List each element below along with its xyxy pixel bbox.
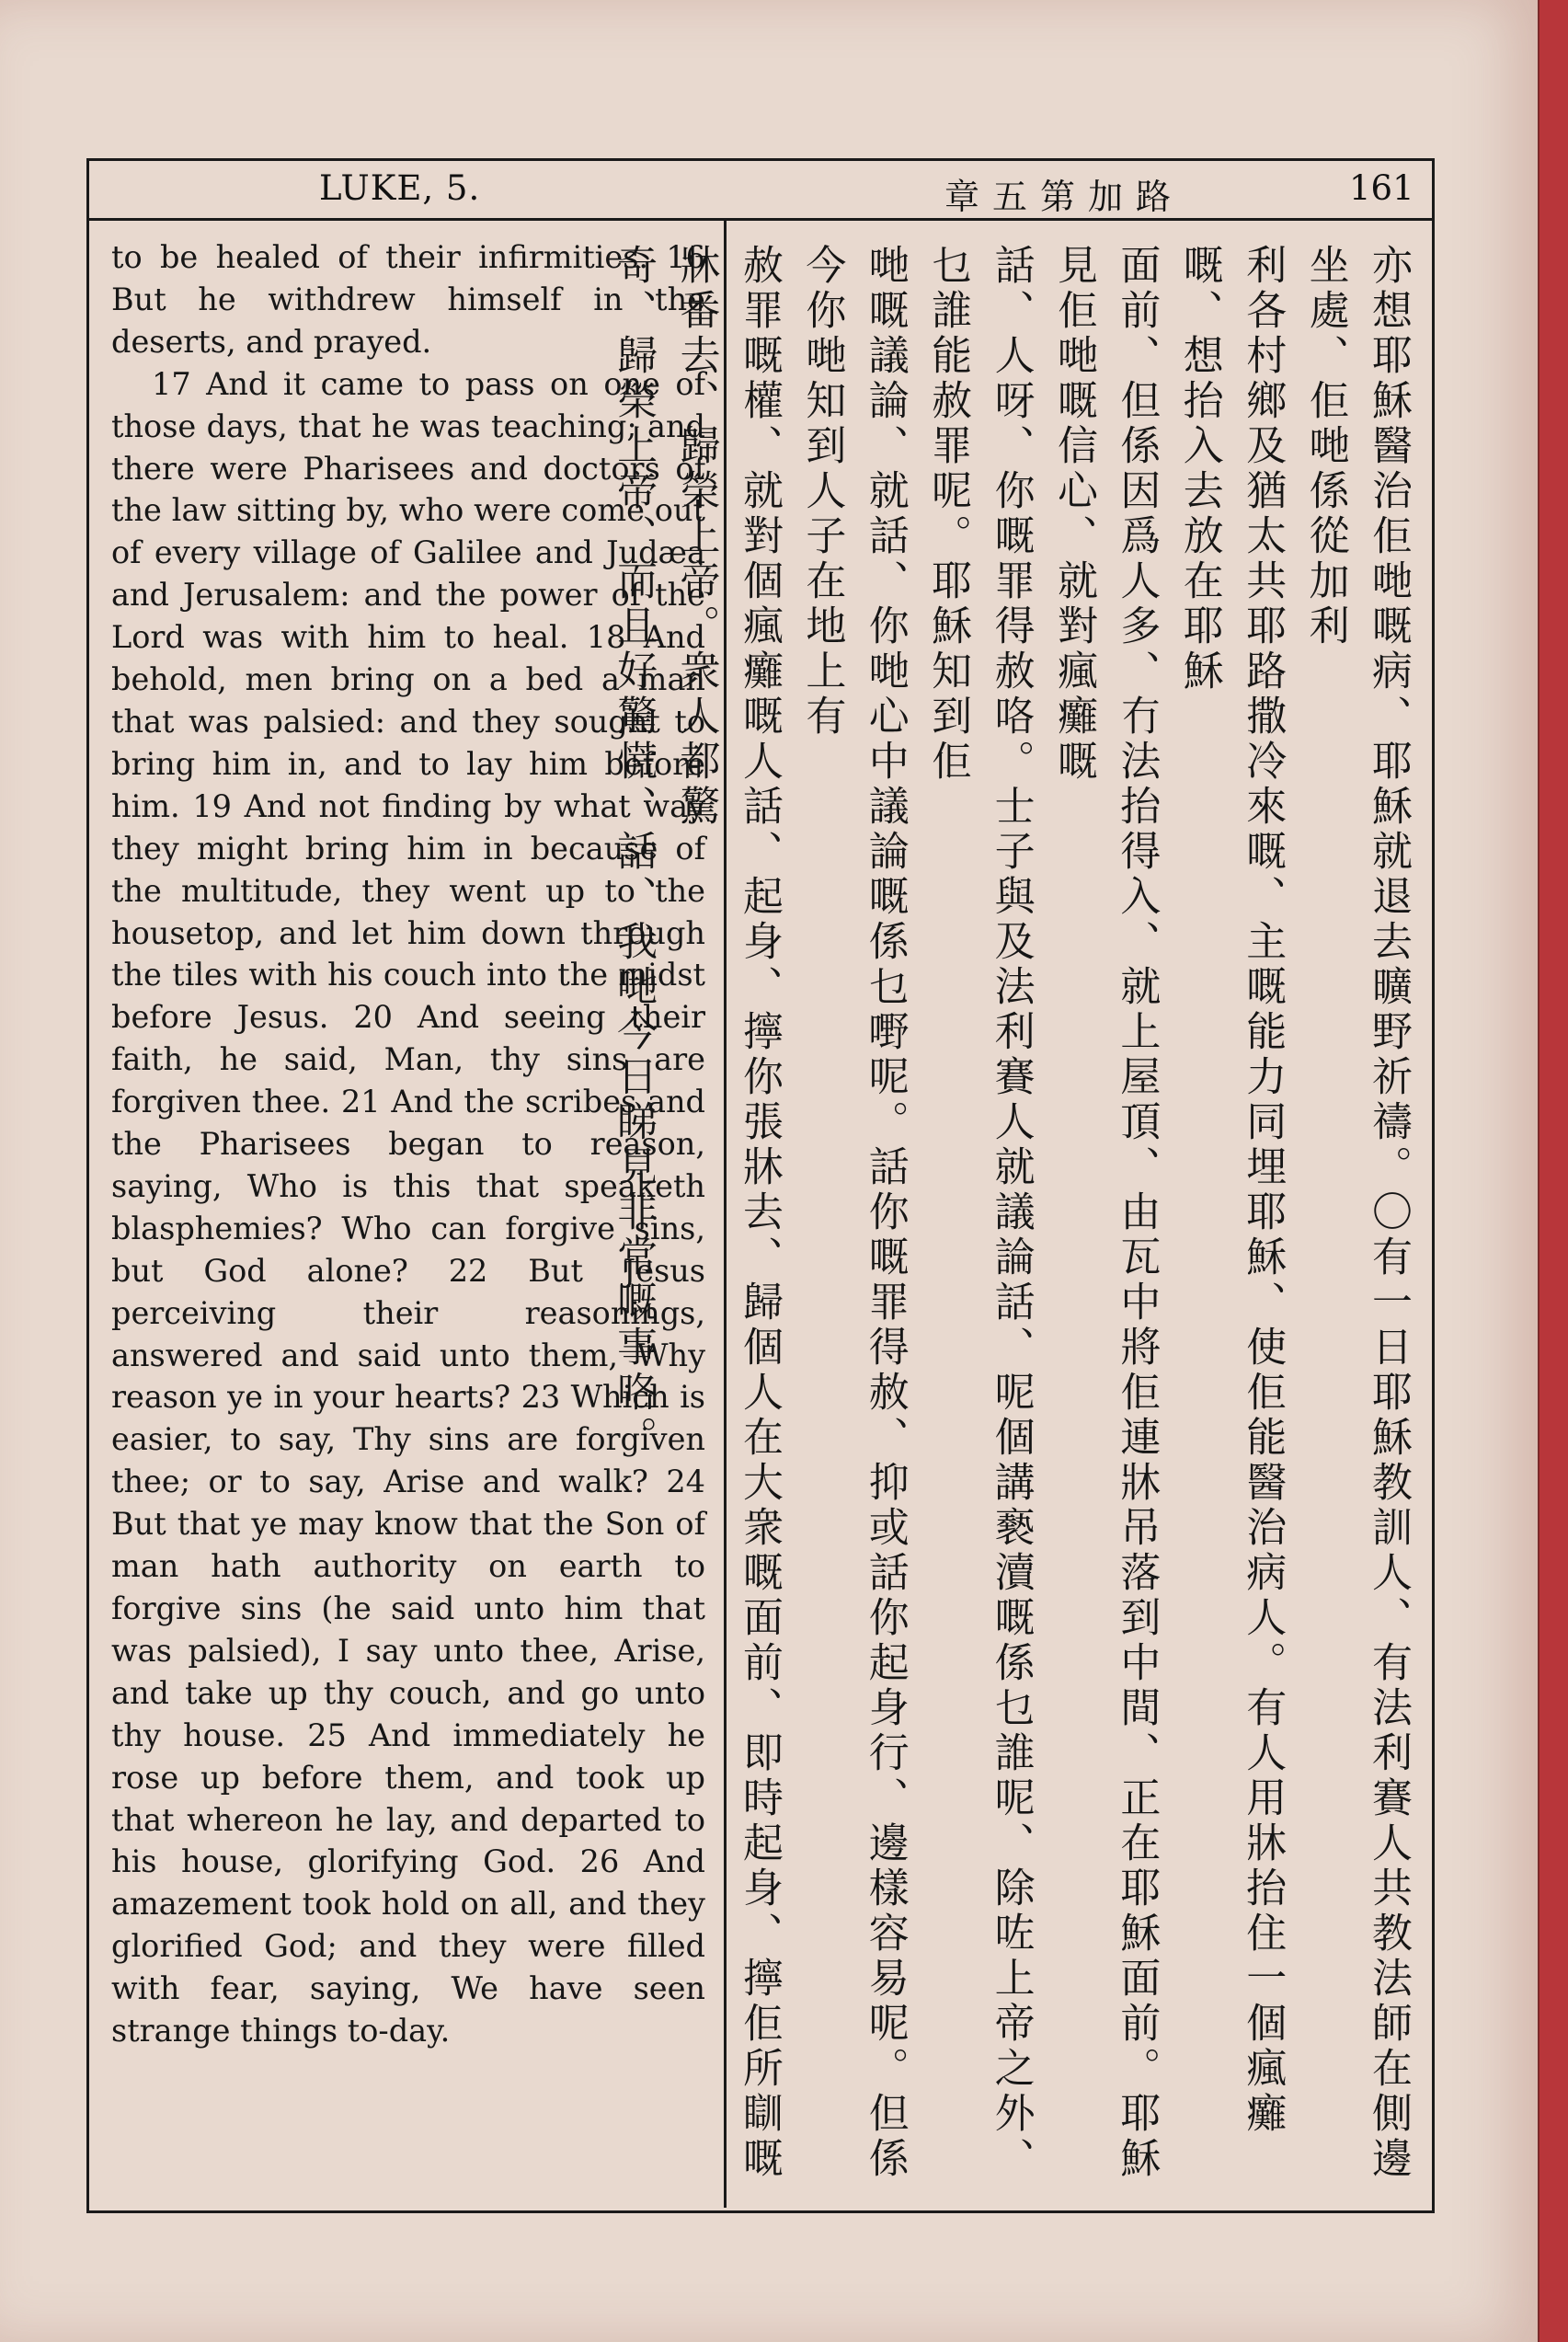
running-head-english: LUKE, 5. (319, 168, 481, 208)
chinese-text-column: 面前、但係因爲人多、冇法抬得入、就上屋頂、由瓦中將佢連牀吊落到中間、正在耶穌面前。耶穌見佢哋嘅信心、就對瘋癱嘅 (1049, 244, 1161, 2182)
page-header (89, 161, 1432, 221)
text-frame (86, 158, 1435, 2213)
chinese-text-column: 赦罪嘅權、就對個瘋癱嘅人話、起身、擰你張牀去、歸個人在大衆嘅面前、即時起身、擰佢所瞓嘅牀番去、歸榮上帝。衆人都驚 (672, 244, 783, 2182)
chinese-text-column: 哋嘅議論、就話、你哋心中議論嘅係乜嘢呢。話你嘅罪得赦、抑或話你起身行、邊樣容易呢。但係今你哋知到人子在地上有 (798, 244, 909, 2182)
chinese-text-column: 亦想耶穌醫治佢哋嘅病、耶穌就退去曠野祈禱。〇有一日耶穌教訓人、有法利賽人共教法師在側邊坐處、佢哋係從加利 (1301, 244, 1412, 2182)
chinese-text-column: 利各村鄉及猶太共耶路撒冷來嘅、主嘅能力同埋耶穌、使佢能醫治病人。有人用牀抬住一個瘋癱嘅、想抬入去放在耶穌 (1175, 244, 1287, 2137)
page-number: 161 (1349, 168, 1414, 208)
chinese-text-column: 奇、歸榮上帝、而且好驚慌、話、我哋今日睇見非常嘅事咯。 (610, 244, 658, 1461)
running-head-chinese: 章五第加路 (944, 177, 1185, 217)
english-paragraph: 17 And it came to pass on one of those days, that he was teaching; and there were Pharisees and doctors of the law sitting by, who were come out of every village of Galilee and Judæa and Jerusalem: and the power of the Lord was with him to heal. 18 And behold, men bring on a bed a man that was palsied: and they sought to bring him in, and to lay him before him. 19 And not finding by what way they might bring him in because of the multitude, they went up to the housetop, and let him down through the tiles with his couch into the midst before Jesus. 20 And seeing their faith, he said, Man, thy sins are forgiven thee. 21 And the scribes and the Pharisees began to reason, saying, Who is this that speaketh blasphemies? Who can forgive sins, but God alone? 22 But Jesus perceiving their reasonings, answered and said unto them, Why reason ye in your hearts? 23 Which is easier, to say, Thy sins are forgiven thee; or to say, Arise and walk? 24 But that ye may know that the Son of man hath authority on earth to forgive sins (he said unto him that was palsied), I say unto thee, Arise, and take up thy couch, and go unto thy house. 25 And immediately he rose up before them, and took up that whereon he lay, and departed to his house, glorifying God. 26 And amazement took hold on all, and they glorified God; and they were filled with fear, saying, We have seen strange things to-day. (111, 365, 705, 2049)
chinese-column (610, 244, 1419, 2194)
english-paragraph: to be healed of their infirmities. 16 But he withdrew himself in the deserts, and prayed. (111, 239, 705, 360)
chinese-text-column: 話、人呀、你嘅罪得赦咯。士子與及法利賽人就議論話、呢個講褻瀆嘅係乜誰呢、除咗上帝之外、乜誰能赦罪呢。耶穌知到佢 (924, 244, 1035, 2182)
